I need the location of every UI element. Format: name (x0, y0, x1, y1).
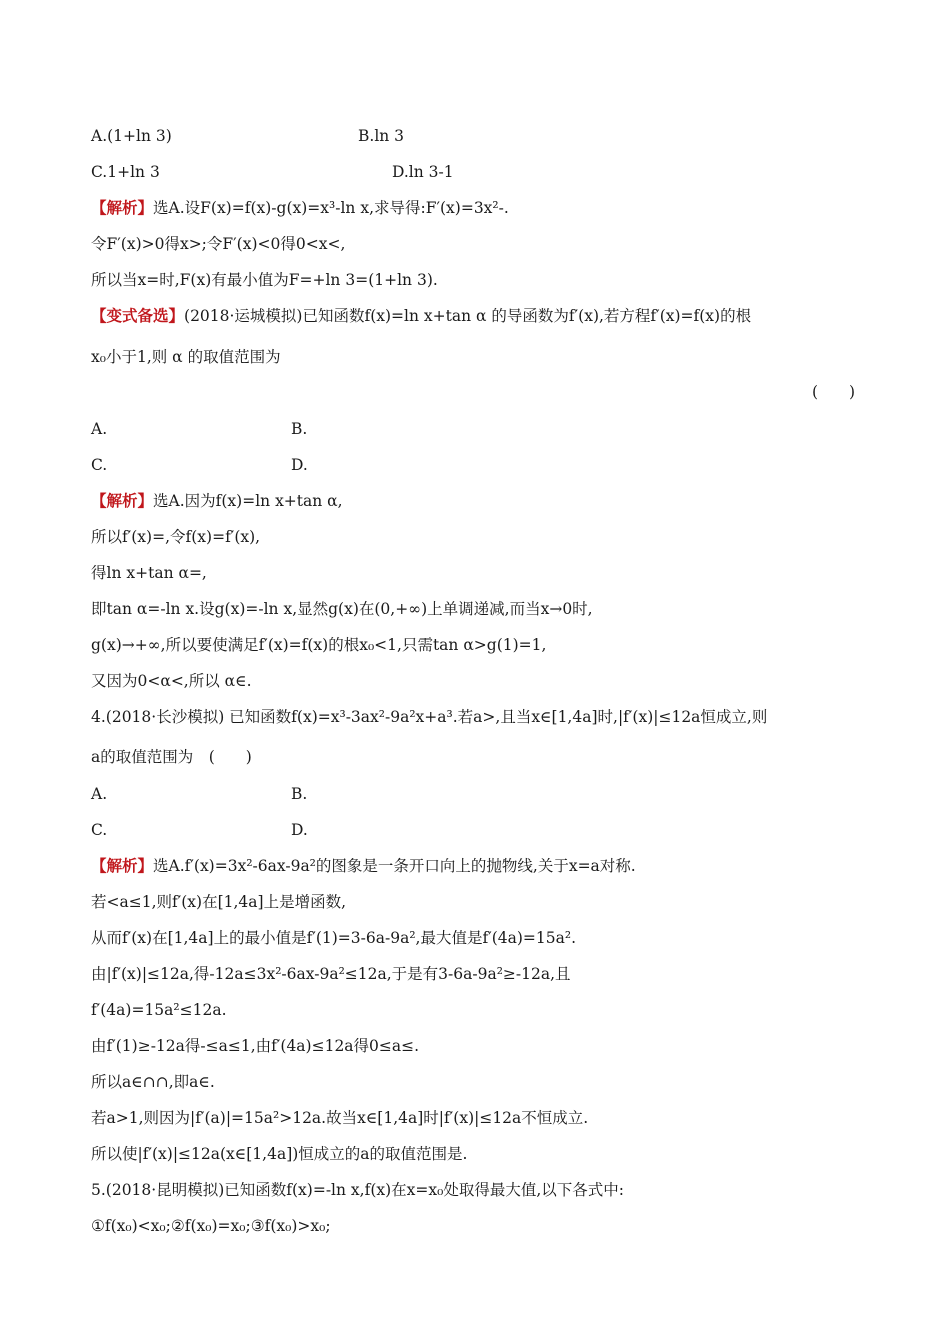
option-a: A. (91, 785, 108, 803)
solution-line (91, 490, 343, 512)
analysis-tag: 【解析】 (91, 198, 154, 217)
option-d: D. (291, 456, 308, 474)
variant-tag: 【变式备选】 (91, 306, 185, 325)
solution-line: f′(4a)=15a²≤12a. (91, 1001, 227, 1019)
question-5-line: 5.(2018·昆明模拟)已知函数f(x)=-ln x,f(x)在x=x₀处取得最大值,以下各式中: (91, 1181, 624, 1199)
answer-paren: ( ) (812, 383, 856, 401)
option-c: C. (91, 456, 108, 474)
option-b: B. (291, 785, 308, 803)
solution-line: 令F′(x)>0得x>;令F′(x)<0得0<x<, (91, 235, 346, 253)
option-c: C.1+ln 3 (91, 163, 160, 181)
variant-question-line: x₀小于1,则 α 的取值范围为 (91, 348, 281, 366)
solution-line: 又因为0<α<,所以 α∈. (91, 672, 252, 690)
solution-line (91, 197, 509, 219)
option-d: D. (291, 821, 308, 839)
variant-question-line (91, 305, 751, 327)
solution-text: 选A.因为f(x)=ln x+tan α, (153, 492, 343, 510)
question-4-line: 4.(2018·长沙模拟) 已知函数f(x)=x³-3ax²-9a²x+a³.若a>,且当x∈[1,4a]时,|f′(x)|≤12a恒成立,则 (91, 708, 768, 726)
solution-line: 所以当x=时,F(x)有最小值为F=+ln 3=(1+ln 3). (91, 271, 438, 289)
solution-line: 即tan α=-ln x.设g(x)=-ln x,显然g(x)在(0,+∞)上单调递减,而当x→0时, (91, 600, 593, 618)
solution-line: 得ln x+tan α=, (91, 564, 207, 582)
option-a: A.(1+ln 3) (91, 127, 172, 145)
solution-line: g(x)→+∞,所以要使满足f′(x)=f(x)的根x₀<1,只需tan α>g(1)=1, (91, 636, 547, 654)
question-text: (2018·运城模拟)已知函数f(x)=ln x+tan α 的导函数为f′(x),若方程f′(x)=f(x)的根 (184, 307, 752, 325)
solution-line: 从而f′(x)在[1,4a]上的最小值是f′(1)=3-6a-9a²,最大值是f′(4a)=15a². (91, 929, 577, 947)
option-d: D.ln 3-1 (392, 163, 454, 181)
option-b: B. (291, 420, 308, 438)
solution-text: 选A.设F(x)=f(x)-g(x)=x³-ln x,求导得:F′(x)=3x²-. (153, 199, 509, 217)
solution-line: 所以使|f′(x)|≤12a(x∈[1,4a])恒成立的a的取值范围是. (91, 1145, 468, 1163)
analysis-tag: 【解析】 (91, 491, 154, 510)
analysis-tag: 【解析】 (91, 856, 154, 875)
option-b: B.ln 3 (358, 127, 405, 145)
option-a: A. (91, 420, 108, 438)
solution-line: 由|f′(x)|≤12a,得-12a≤3x²-6ax-9a²≤12a,于是有3-6a-9a²≥-12a,且 (91, 965, 571, 983)
question-4-line: a的取值范围为 ( ) (91, 748, 252, 766)
solution-line: 所以f′(x)=,令f(x)=f′(x), (91, 528, 261, 546)
question-5-line: ①f(x₀)<x₀;②f(x₀)=x₀;③f(x₀)>x₀; (91, 1217, 331, 1235)
solution-line: 若<a≤1,则f′(x)在[1,4a]上是增函数, (91, 893, 347, 911)
solution-line: 所以a∈∩∩,即a∈. (91, 1073, 215, 1091)
solution-line (91, 855, 636, 877)
option-c: C. (91, 821, 108, 839)
solution-text: 选A.f′(x)=3x²-6ax-9a²的图象是一条开口向上的抛物线,关于x=a对称. (153, 857, 636, 875)
solution-line: 若a>1,则因为|f′(a)|=15a²>12a.故当x∈[1,4a]时|f′(x)|≤12a不恒成立. (91, 1109, 589, 1127)
solution-line: 由f′(1)≥-12a得-≤a≤1,由f′(4a)≤12a得0≤a≤. (91, 1037, 420, 1055)
